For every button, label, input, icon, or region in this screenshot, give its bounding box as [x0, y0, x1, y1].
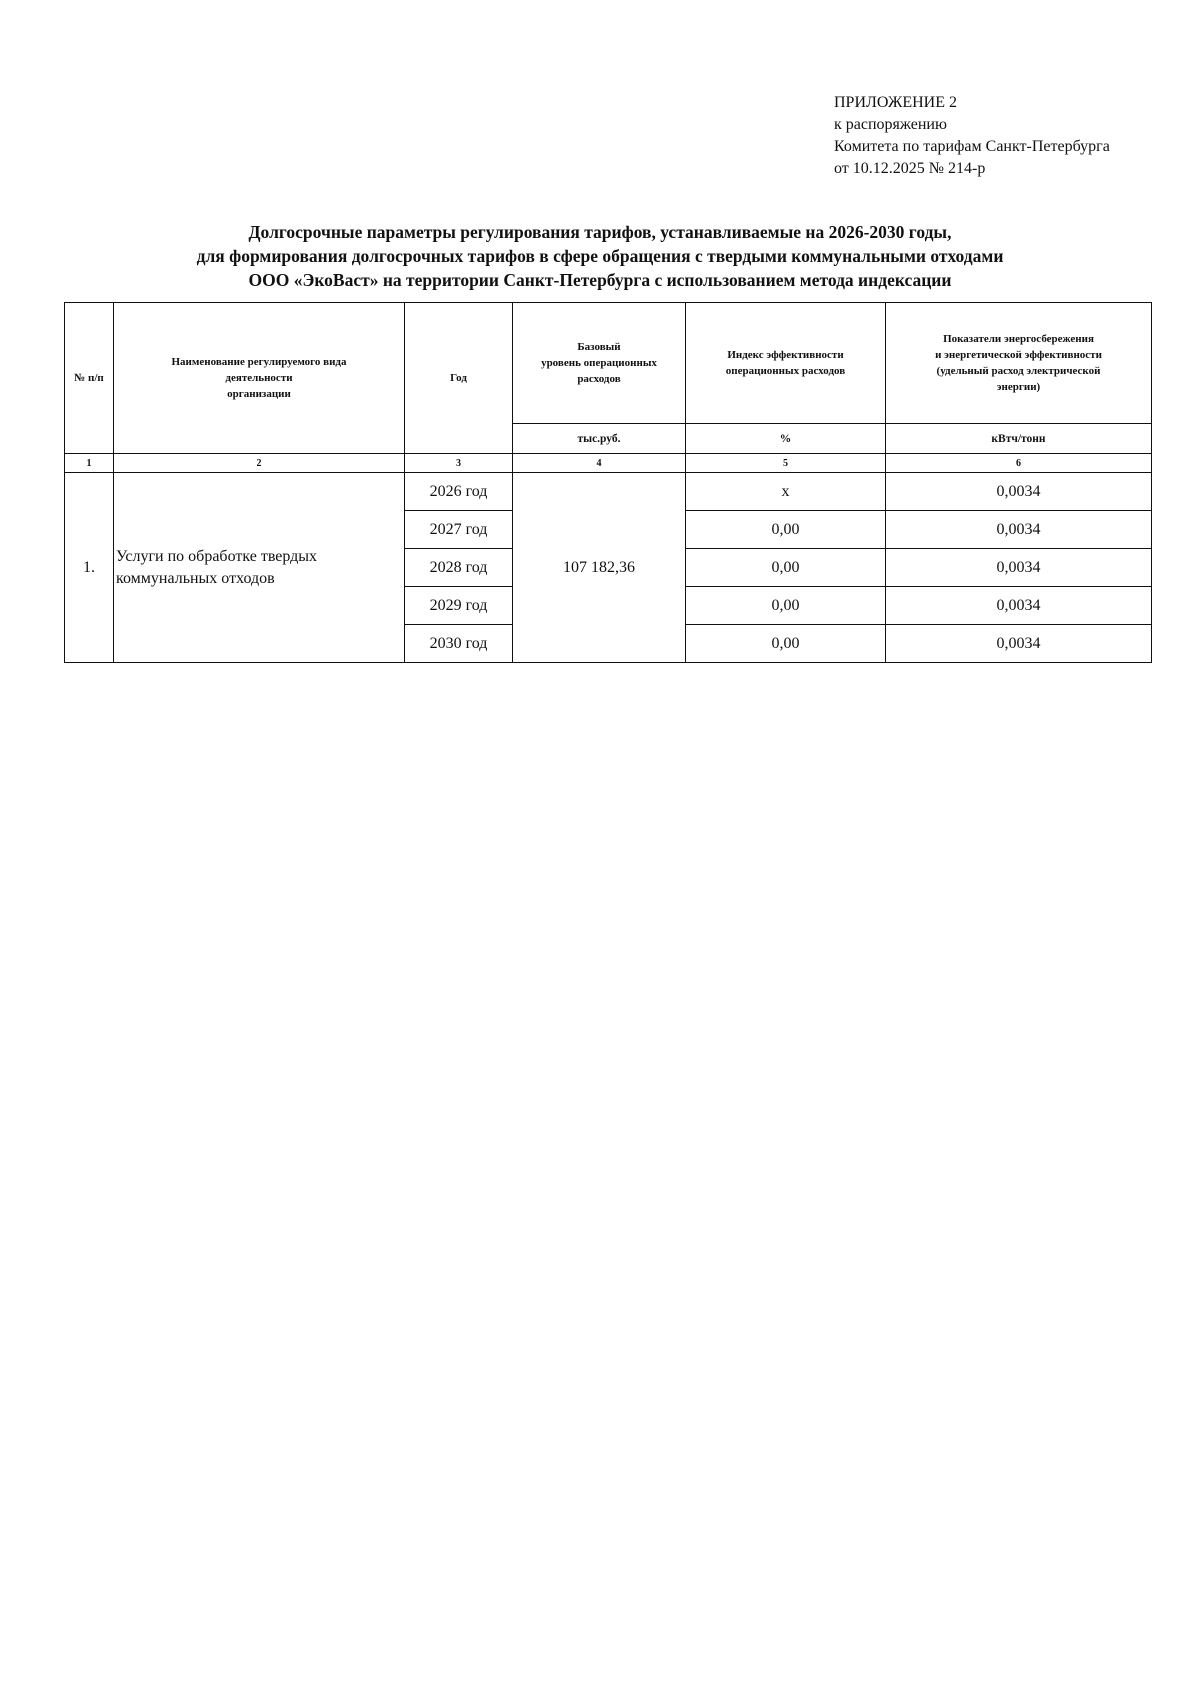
efficiency-index-value: 0,00 — [686, 511, 886, 549]
efficiency-index-value: 0,00 — [686, 625, 886, 663]
efficiency-index-value: 0,00 — [686, 549, 886, 587]
energy-value: 0,0034 — [886, 511, 1152, 549]
energy-value: 0,0034 — [886, 625, 1152, 663]
document-title — [60, 220, 1140, 292]
appendix-committee: Комитета по тарифам Санкт-Петербурга — [834, 138, 1110, 155]
column-number: 1 — [65, 454, 114, 473]
year-cell: 2027 год — [405, 511, 513, 549]
row-number: 1. — [65, 473, 114, 663]
header-num: № п/п — [65, 303, 114, 454]
appendix-header — [834, 92, 1174, 180]
year-cell: 2026 год — [405, 473, 513, 511]
tariff-parameters-table — [64, 302, 1152, 663]
year-cell: 2030 год — [405, 625, 513, 663]
header-year: Год — [405, 303, 513, 454]
efficiency-index-value: 0,00 — [686, 587, 886, 625]
column-number: 2 — [114, 454, 405, 473]
energy-value: 0,0034 — [886, 473, 1152, 511]
column-number: 6 — [886, 454, 1152, 473]
title-line-1: Долгосрочные параметры регулирования тарифов, устанавливаемые на 2026-2030 годы, — [248, 222, 952, 242]
column-numbers-row — [65, 454, 1152, 473]
efficiency-index-value: х — [686, 473, 886, 511]
table-row — [65, 473, 1152, 511]
unit-base-level: тыс.руб. — [513, 424, 686, 454]
unit-efficiency-index: % — [686, 424, 886, 454]
title-line-3: ООО «ЭкоВаст» на территории Санкт-Петербурга с использованием метода индексации — [248, 270, 952, 290]
appendix-to-order: к распоряжению — [834, 116, 947, 133]
column-number: 3 — [405, 454, 513, 473]
title-line-2: для формирования долгосрочных тарифов в сфере обращения с твердыми коммунальными отходами — [196, 246, 1004, 266]
header-activity: Наименование регулируемого вида деятельности организации — [114, 303, 405, 454]
activity-name: Услуги по обработке твердых коммунальных отходов — [114, 473, 405, 663]
energy-value: 0,0034 — [886, 587, 1152, 625]
header-base-level: Базовый уровень операционных расходов — [513, 303, 686, 424]
appendix-order-date: от 10.12.2025 № 214-р — [834, 160, 986, 177]
header-energy: Показатели энергосбережения и энергетической эффективности (удельный расход электрической энергии) — [886, 303, 1152, 424]
appendix-number: ПРИЛОЖЕНИЕ 2 — [834, 94, 958, 111]
year-cell: 2028 год — [405, 549, 513, 587]
column-number: 4 — [513, 454, 686, 473]
column-number: 5 — [686, 454, 886, 473]
base-level-value: 107 182,36 — [513, 473, 686, 663]
year-cell: 2029 год — [405, 587, 513, 625]
energy-value: 0,0034 — [886, 549, 1152, 587]
unit-energy: кВтч/тонн — [886, 424, 1152, 454]
header-efficiency-index: Индекс эффективности операционных расходов — [686, 303, 886, 424]
